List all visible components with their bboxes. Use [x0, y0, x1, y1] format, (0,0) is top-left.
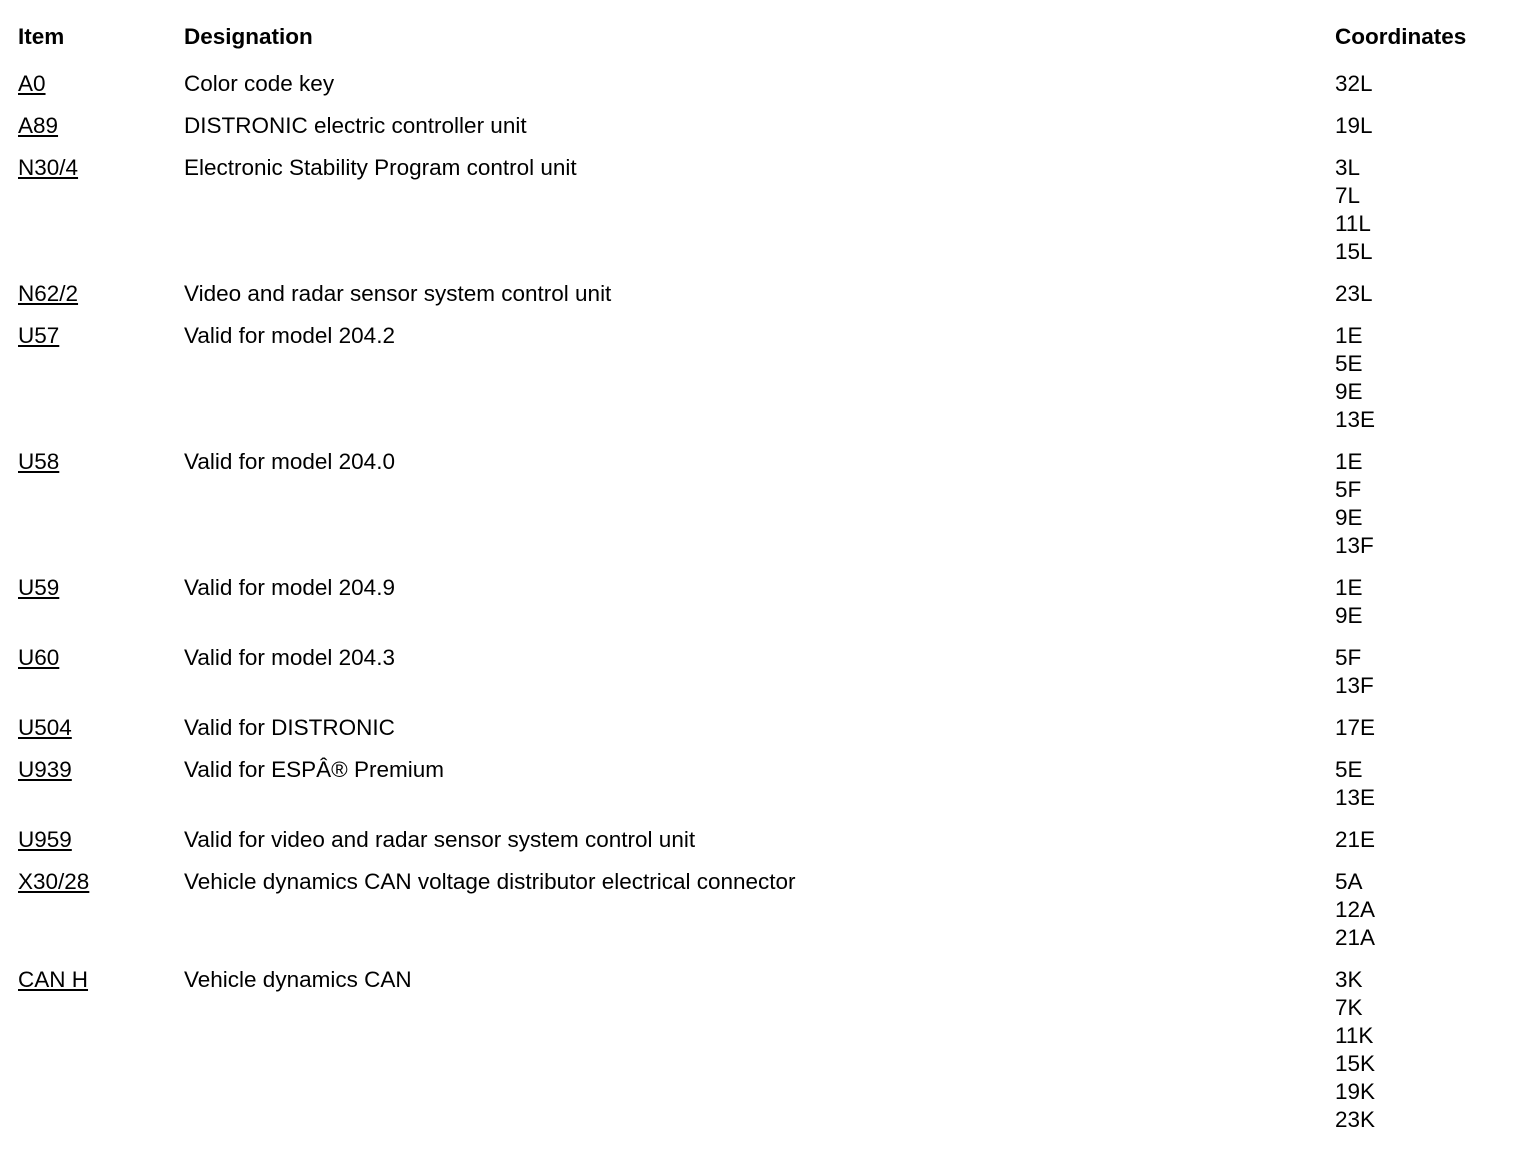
coordinate-value: 9E: [1335, 603, 1363, 628]
coordinate-value: 1E: [1335, 449, 1363, 474]
coordinate-value: 15L: [1335, 239, 1373, 264]
designation-text: Vehicle dynamics CAN voltage distributor electrical connector: [184, 869, 796, 894]
coordinates-cell: [1335, 280, 1373, 308]
coordinate-value: 13F: [1335, 533, 1374, 558]
coordinates-cell: [1335, 644, 1374, 700]
coordinate-value: 5E: [1335, 757, 1363, 782]
coordinates-cell: [1335, 966, 1375, 1134]
coordinate-value: 11L: [1335, 211, 1371, 236]
item-link[interactable]: U58: [18, 449, 60, 474]
coordinate-value: 5F: [1335, 477, 1362, 502]
table-header: [0, 0, 1520, 64]
item-link[interactable]: X30/28: [18, 869, 90, 894]
item-link[interactable]: CAN H: [18, 967, 89, 992]
coordinate-value: 19L: [1335, 113, 1373, 138]
item-link[interactable]: U939: [18, 757, 72, 782]
designation-text: Electronic Stability Program control unit: [184, 155, 577, 180]
coordinates-cell: [1335, 448, 1374, 560]
item-link[interactable]: A0: [18, 71, 46, 96]
coordinates-cell: [1335, 112, 1373, 140]
item-link[interactable]: U60: [18, 645, 60, 670]
item-link[interactable]: U57: [18, 323, 60, 348]
designation-text: DISTRONIC electric controller unit: [184, 113, 527, 138]
designation-text: Valid for model 204.2: [184, 323, 395, 348]
item-link[interactable]: U504: [18, 715, 72, 740]
designation-text: Color code key: [184, 71, 335, 96]
item-link[interactable]: U59: [18, 575, 60, 600]
designation-text: Vehicle dynamics CAN: [184, 967, 412, 992]
coordinate-value: 23K: [1335, 1107, 1376, 1132]
designation-text: Video and radar sensor system control unit: [184, 281, 612, 306]
coordinate-value: 11K: [1335, 1023, 1374, 1048]
coordinate-value: 23L: [1335, 281, 1373, 306]
designation-text: Valid for model 204.3: [184, 645, 395, 670]
coordinate-value: 5A: [1335, 869, 1363, 894]
coordinate-value: 13F: [1335, 673, 1374, 698]
coordinate-value: 21A: [1335, 925, 1376, 950]
coordinates-cell: [1335, 154, 1373, 266]
coordinate-value: 9E: [1335, 505, 1363, 530]
item-link[interactable]: U959: [18, 827, 72, 852]
designation-text: Valid for model 204.0: [184, 449, 395, 474]
coordinate-value: 17E: [1335, 715, 1376, 740]
designation-text: Valid for video and radar sensor system control unit: [184, 827, 696, 852]
coordinate-value: 32L: [1335, 71, 1373, 96]
coordinate-value: 12A: [1335, 897, 1376, 922]
coordinate-value: 1E: [1335, 323, 1363, 348]
coordinate-value: 19K: [1335, 1079, 1376, 1104]
coordinates-cell: [1335, 868, 1375, 952]
coordinate-value: 21E: [1335, 827, 1376, 852]
item-link[interactable]: A89: [18, 113, 59, 138]
coordinate-value: 5F: [1335, 645, 1362, 670]
coordinate-value: 7K: [1335, 995, 1363, 1020]
coordinate-value: 7L: [1335, 183, 1361, 208]
coordinate-value: 3L: [1335, 155, 1361, 180]
coordinates-cell: [1335, 70, 1373, 98]
designation-text: Valid for DISTRONIC: [184, 715, 395, 740]
header-item: Item: [18, 24, 65, 49]
coordinate-value: 3K: [1335, 967, 1363, 992]
coordinate-value: 13E: [1335, 407, 1376, 432]
coordinates-cell: [1335, 322, 1375, 434]
coordinate-value: 13E: [1335, 785, 1376, 810]
item-link[interactable]: N30/4: [18, 155, 79, 180]
header-designation: Designation: [184, 24, 313, 49]
coordinate-value: 1E: [1335, 575, 1363, 600]
coordinates-cell: [1335, 756, 1375, 812]
coordinate-value: 15K: [1335, 1051, 1376, 1076]
designation-text: Valid for model 204.9: [184, 575, 395, 600]
item-link[interactable]: N62/2: [18, 281, 79, 306]
designation-text: Valid for ESPÂ® Premium: [184, 757, 444, 782]
coordinate-value: 9E: [1335, 379, 1363, 404]
coordinates-cell: [1335, 574, 1363, 630]
coordinate-value: 5E: [1335, 351, 1363, 376]
header-coordinates: Coordinates: [1335, 24, 1467, 49]
coordinates-cell: [1335, 826, 1375, 854]
coordinates-cell: [1335, 714, 1375, 742]
